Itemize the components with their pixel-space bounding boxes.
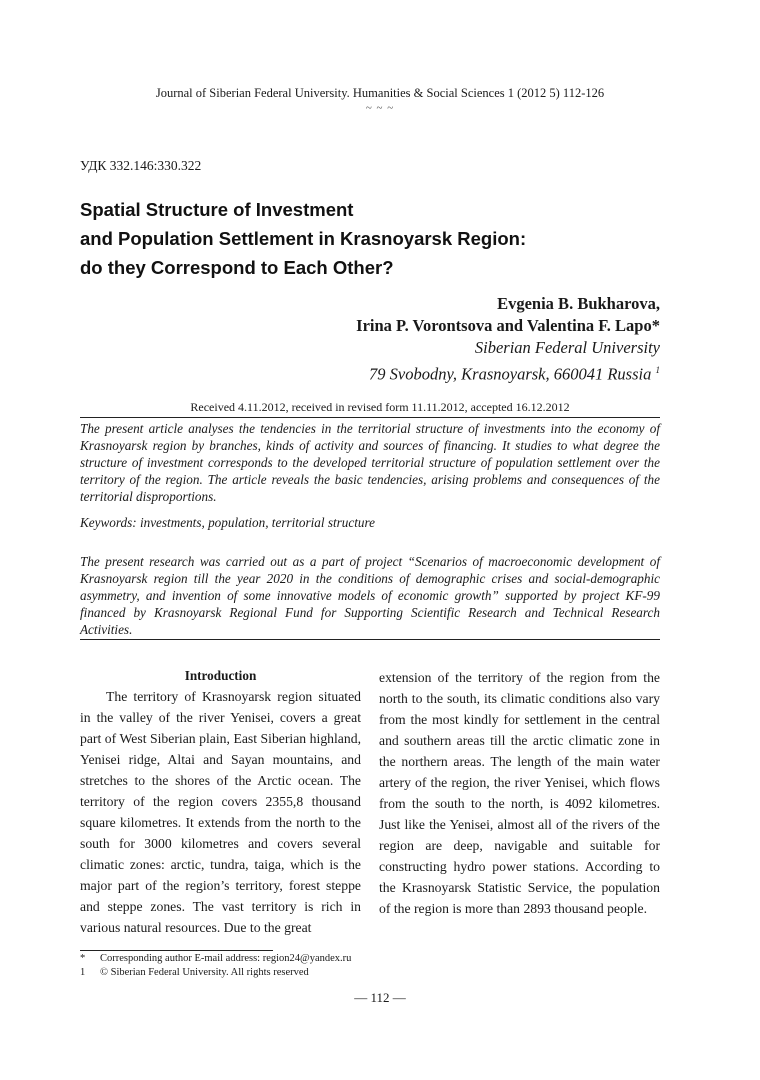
authors-line-2: Irina P. Vorontsova and Valentina F. Lapo* — [356, 316, 660, 335]
journal-header: Journal of Siberian Federal University. Humanities & Social Sciences 1 (2012 5) 112-126 — [155, 86, 605, 100]
abstract-bottom-rule — [80, 639, 660, 640]
footnote-rule — [80, 950, 273, 951]
page-number: — 112 — — [354, 990, 406, 1005]
footnote-text: © Siberian Federal University. All rights reserved — [100, 967, 309, 978]
author-block — [356, 293, 660, 386]
footnote-mark: 1 — [80, 967, 86, 978]
footnote-2 — [80, 967, 309, 978]
keywords: Keywords: investments, population, territorial structure — [80, 515, 375, 530]
body-paragraph-left: The territory of Krasnoyarsk region situated in the valley of the river Yenisei, covers a great part of West Siberian plain, East Siberian highland, Yenisei ridge, Altai and Sayan mountains, and stretches to the shores of the Arctic ocean. The territory of the region covers 2355,8 thousand square kilometres. It extends from the north to the south for 3000 kilometres and covers several climatic zones: arctic, tundra, taiga, which is the major part of the region’s territory, forest steppe and steppe zones. The vast territory is rich in various natural resources. Due to the great — [80, 689, 361, 935]
body-paragraph-right: extension of the territory of the region from the north to the south, its climatic conditions also vary from the most kindly for settlement in the central and southern areas till the arctic climatic zone in the northern areas. The length of the main water artery of the region, the river Yenisei, which flows from the south to the north, is 4092 kilometres. Just like the Yenisei, almost all of the rivers of the region are deep, navigable and suitable for constructing hydro power stations. According to the Krasnoyarsk Statistic Service, the population of the region is more than 2893 thousand people. — [379, 670, 660, 916]
address-text: 79 Svobodny, Krasnoyarsk, 660041 Russia — [369, 364, 652, 384]
left-column — [80, 665, 361, 938]
address — [356, 359, 660, 386]
funding-note: The present research was carried out as a part of project “Scenarios of macroeconomic development of Krasnoyarsk region till the year 2020 in the conditions of demographic crises and social-demographic asymmetry, and invention of some innovative models of economic growth” supported by project KF-99 financed by Krasnoyarsk Regional Fund for Supporting Scientific Research and Technical Research Activities. — [80, 554, 660, 637]
received-dates: Received 4.11.2012, received in revised form 11.11.2012, accepted 16.12.2012 — [190, 400, 570, 414]
header-ornament: ~ ~ ~ — [365, 102, 395, 114]
title-line-3: do they Correspond to Each Other? — [80, 257, 394, 278]
footnote-1 — [80, 953, 351, 964]
right-column — [379, 667, 660, 919]
title-line-2: and Population Settlement in Krasnoyarsk Region: — [80, 228, 527, 249]
authors-line-1: Evgenia B. Bukharova, — [497, 294, 660, 313]
title-line-1: Spatial Structure of Investment — [80, 199, 354, 220]
udk-code: УДК 332.146:330.322 — [80, 158, 202, 173]
abstract: The present article analyses the tendencies in the territorial structure of investments into the economy of Krasnoyarsk region by branches, kinds of activity and sources of financing. It studies to what degree the structure of investment corresponds to the developed territorial structure of population settlement over the territory of the region. The article reveals the basic tendencies, arising problems and consequences of the territorial disproportions. — [80, 421, 660, 504]
abstract-top-rule — [80, 417, 660, 418]
footnote-text: Corresponding author E-mail address: region24@yandex.ru — [100, 953, 352, 964]
address-footnote-mark: 1 — [655, 365, 660, 375]
affiliation: Siberian Federal University — [474, 338, 660, 357]
article-title — [80, 195, 680, 282]
section-heading: Introduction — [184, 668, 257, 683]
footnote-mark: * — [80, 953, 86, 964]
